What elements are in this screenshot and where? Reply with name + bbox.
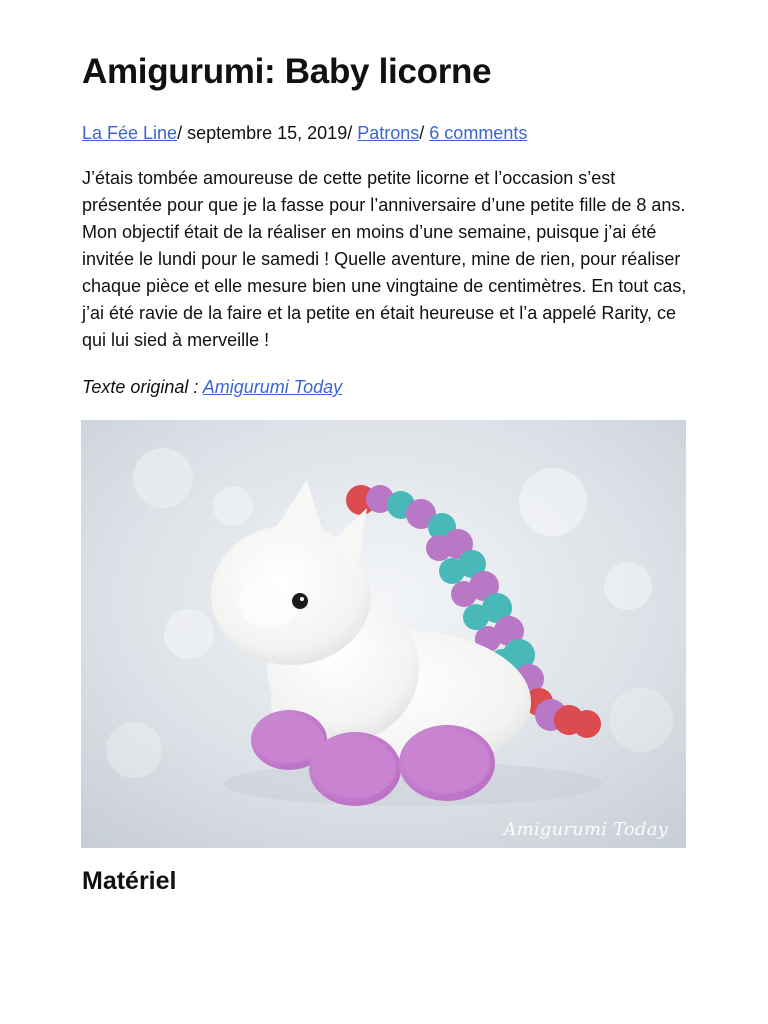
article-meta [82,121,527,145]
author-link[interactable]: La Fée Line [82,123,178,143]
unicorn-illustration [81,420,686,848]
photo-watermark: Amigurumi Today [503,819,668,840]
publish-date: septembre 15, 2019 [187,123,348,143]
source-prefix: Texte original : [82,377,203,397]
comments-link[interactable]: 6 comments [429,123,528,143]
source-line [82,375,342,399]
meta-separator: / [347,123,358,143]
article-intro: J’étais tombée amoureuse de cette petite licorne et l’occasion s’est présentée pour que je la fasse pour l’anniversaire d’une petite fille de 8 ans. Mon objectif était de la réaliser en moins d’une semaine, puisque j’ai été invitée le lundi pour le samedi ! Quelle aventure, mine de rien, pour réaliser chaque pièce et elle mesure bien une vingtaine de centimètres. En tout cas, j’ai été ravie de la faire et la petite en était heureuse et l’a appelé Rarity, ce qui lui sied à merveille ! [82,168,687,350]
meta-separator: / [177,123,188,143]
unicorn-photo [81,420,686,848]
category-link[interactable]: Patrons [357,123,420,143]
meta-separator: / [419,123,430,143]
source-link[interactable]: Amigurumi Today [202,377,343,397]
article-title: Amigurumi: Baby licorne [82,52,492,91]
section-title-materiel: Matériel [82,867,177,895]
